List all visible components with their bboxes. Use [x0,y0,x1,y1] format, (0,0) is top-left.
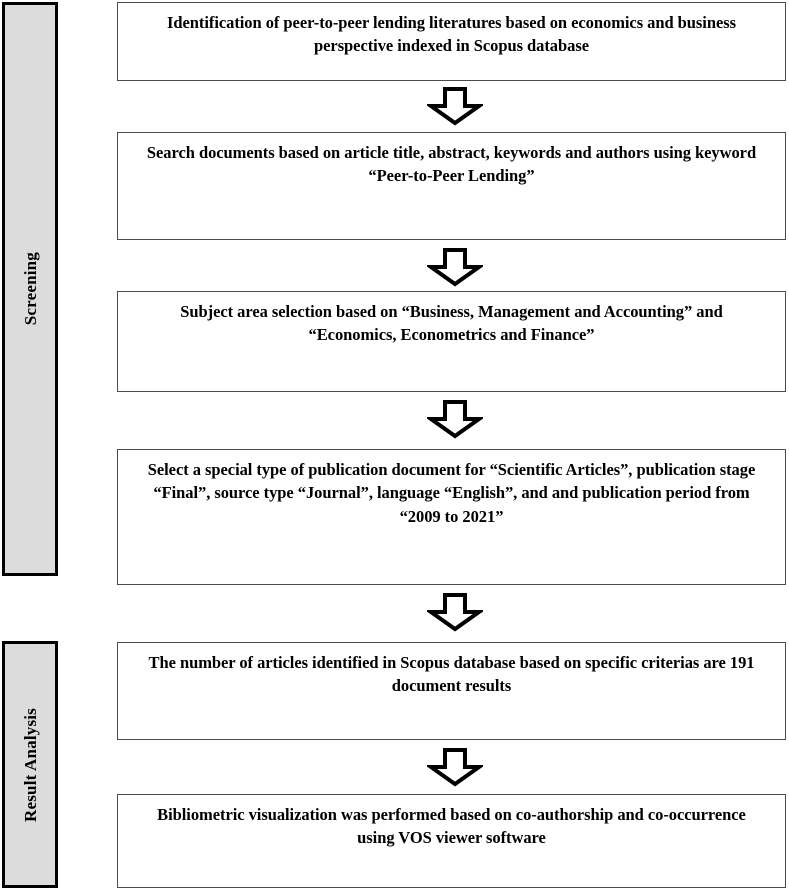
flow-step-text-3: Subject area selection based on “Business, Management and Accounting” and “Economics, Econometrics and Finance” [180,302,723,345]
stage-bar-screening [2,2,58,576]
flow-step-text-6: Bibliometric visualization was performed based on co-authorship and co-occurrence using VOS viewer software [157,805,746,848]
flow-step-box-2 [117,132,786,240]
down-arrow-icon [427,247,483,287]
flow-step-box-3 [117,291,786,392]
down-arrow-icon [427,399,483,439]
down-arrow-glyph [427,747,483,787]
flow-step-box-1 [117,2,786,81]
stage-label-result-analysis: Result Analysis [20,707,40,822]
down-arrow-icon [427,747,483,787]
flow-step-box-5 [117,642,786,740]
down-arrow-glyph [427,592,483,632]
down-arrow-icon [427,592,483,632]
flow-step-text-2: Search documents based on article title, abstract, keywords and authors using keyword “Peer-to-Peer Lending” [146,143,757,186]
down-arrow-glyph [427,86,483,126]
down-arrow-icon [427,86,483,126]
down-arrow-glyph [427,247,483,287]
flow-step-box-6 [117,794,786,888]
flow-step-text-4: Select a special type of publication document for “Scientific Articles”, publication stage “Final”, source type “Journal”, language “English”, and and publication period from “2009 to 2021” [147,460,756,526]
flow-step-text-5: The number of articles identified in Scopus database based on specific criterias are 191 document results [148,653,755,696]
stage-bar-result-analysis [2,641,58,888]
flow-step-box-4 [117,449,786,585]
flow-step-text-1: Identification of peer-to-peer lending literatures based on economics and business perspective indexed in Scopus database [167,13,736,56]
stage-label-screening: Screening [20,252,40,326]
down-arrow-glyph [427,399,483,439]
